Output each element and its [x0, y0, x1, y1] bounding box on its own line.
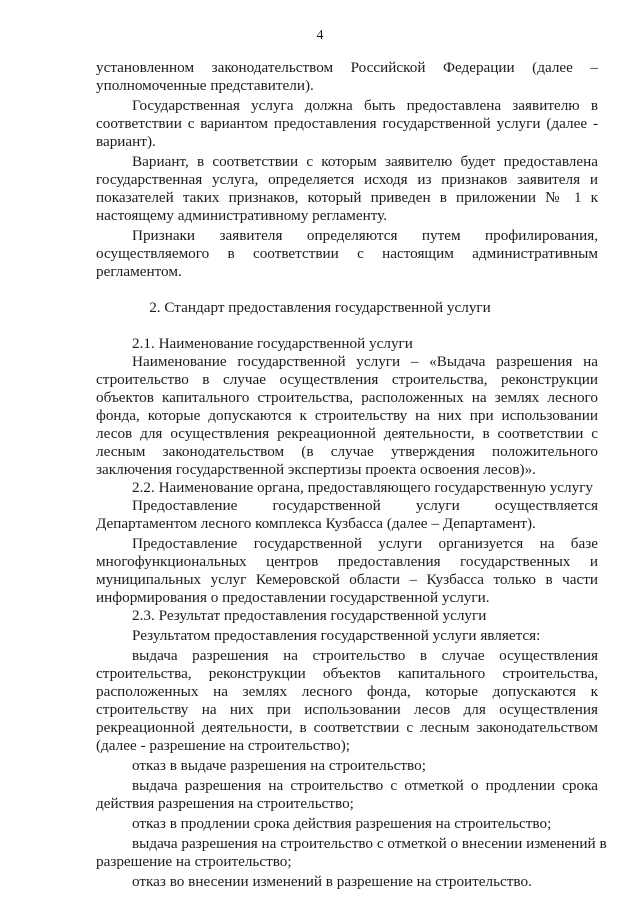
text-line: рекреационной деятельности, в соответствии с лесным законодательством [96, 719, 598, 736]
text-line: разрешение на строительство; [96, 853, 292, 870]
text-line: Признаки заявителя определяются путем профилирования, [132, 227, 598, 244]
text-line: (далее - разрешение на строительство); [96, 737, 351, 754]
text-line: выдача разрешения на строительство с отметкой о продлении срока [132, 777, 598, 794]
text-line: отказ в выдаче разрешения на строительство; [132, 757, 426, 774]
subsection-heading: 2.2. Наименование органа, предоставляющего государственную услугу [132, 479, 594, 496]
text-line: уполномоченные представители). [96, 77, 314, 94]
text-line: осуществляемого в соответствии с настоящим административным [96, 245, 598, 262]
text-line: показателей таких признаков, который приведен в приложении № 1 к [96, 189, 598, 206]
section-heading: 2. Стандарт предоставления государственной услуги [149, 299, 491, 316]
text-line: выдача разрешения на строительство с отметкой о внесении изменений в [132, 835, 607, 852]
text-line: Предоставление государственной услуги организуется на базе [132, 535, 598, 552]
subsection-heading: 2.3. Результат предоставления государственной услуги [132, 607, 487, 624]
text-line: многофункциональных центров предоставления государственных и [96, 553, 598, 570]
text-line: действия разрешения на строительство; [96, 795, 354, 812]
text-line: отказ в продлении срока действия разрешения на строительство; [132, 815, 552, 832]
text-line: строительство в случае осуществления строительства, реконструкции [96, 371, 598, 388]
text-line: настоящему административному регламенту. [96, 207, 388, 224]
text-line: строительства, реконструкции объектов капитального строительства, [96, 665, 598, 682]
text-line: строительству на них при использовании лесов для осуществления [96, 701, 598, 718]
text-line: Результатом предоставления государственной услуги является: [132, 627, 541, 644]
text-line: государственная услуга, определяется исходя из признаков заявителя и [96, 171, 598, 188]
text-line: Вариант, в соответствии с которым заявителю будет предоставлена [132, 153, 598, 170]
subsection-heading: 2.1. Наименование государственной услуги [132, 335, 413, 352]
text-line: информирования о предоставлении государственной услуги. [96, 589, 490, 606]
text-line: регламентом. [96, 263, 182, 280]
text-line: соответствии с вариантом предоставления государственной услуги (далее - [96, 115, 598, 132]
text-line: установленном законодательством Российской Федерации (далее – [96, 59, 598, 76]
text-line: Государственная услуга должна быть предоставлена заявителю в [132, 97, 598, 114]
text-line: выдача разрешения на строительство в случае осуществления [132, 647, 598, 664]
text-line: вариант). [96, 133, 156, 150]
text-line: Наименование государственной услуги – «Выдача разрешения на [132, 353, 598, 370]
text-line: фонда, которые допускаются к строительству на них при использовании [96, 407, 598, 424]
text-line: лесов для осуществления рекреационной деятельности, в соответствии с [96, 425, 598, 442]
page-number: 4 [316, 28, 324, 43]
text-line: муниципальных услуг Кемеровской области – Кузбасса только в части [96, 571, 598, 588]
text-line: Предоставление государственной услуги осуществляется [132, 497, 598, 514]
text-line: Департаментом лесного комплекса Кузбасса (далее – Департамент). [96, 515, 536, 532]
text-line: лесным законодательством (в случае утверждения положительного [96, 443, 598, 460]
text-line: объектов капитального строительства, расположенных на землях лесного [96, 389, 598, 406]
text-line: заключения государственной экспертизы проекта освоения лесов)». [96, 461, 536, 478]
text-line: расположенных на землях лесного фонда, которые допускаются к [96, 683, 598, 700]
text-line: отказ во внесении изменений в разрешение на строительство. [132, 873, 532, 890]
